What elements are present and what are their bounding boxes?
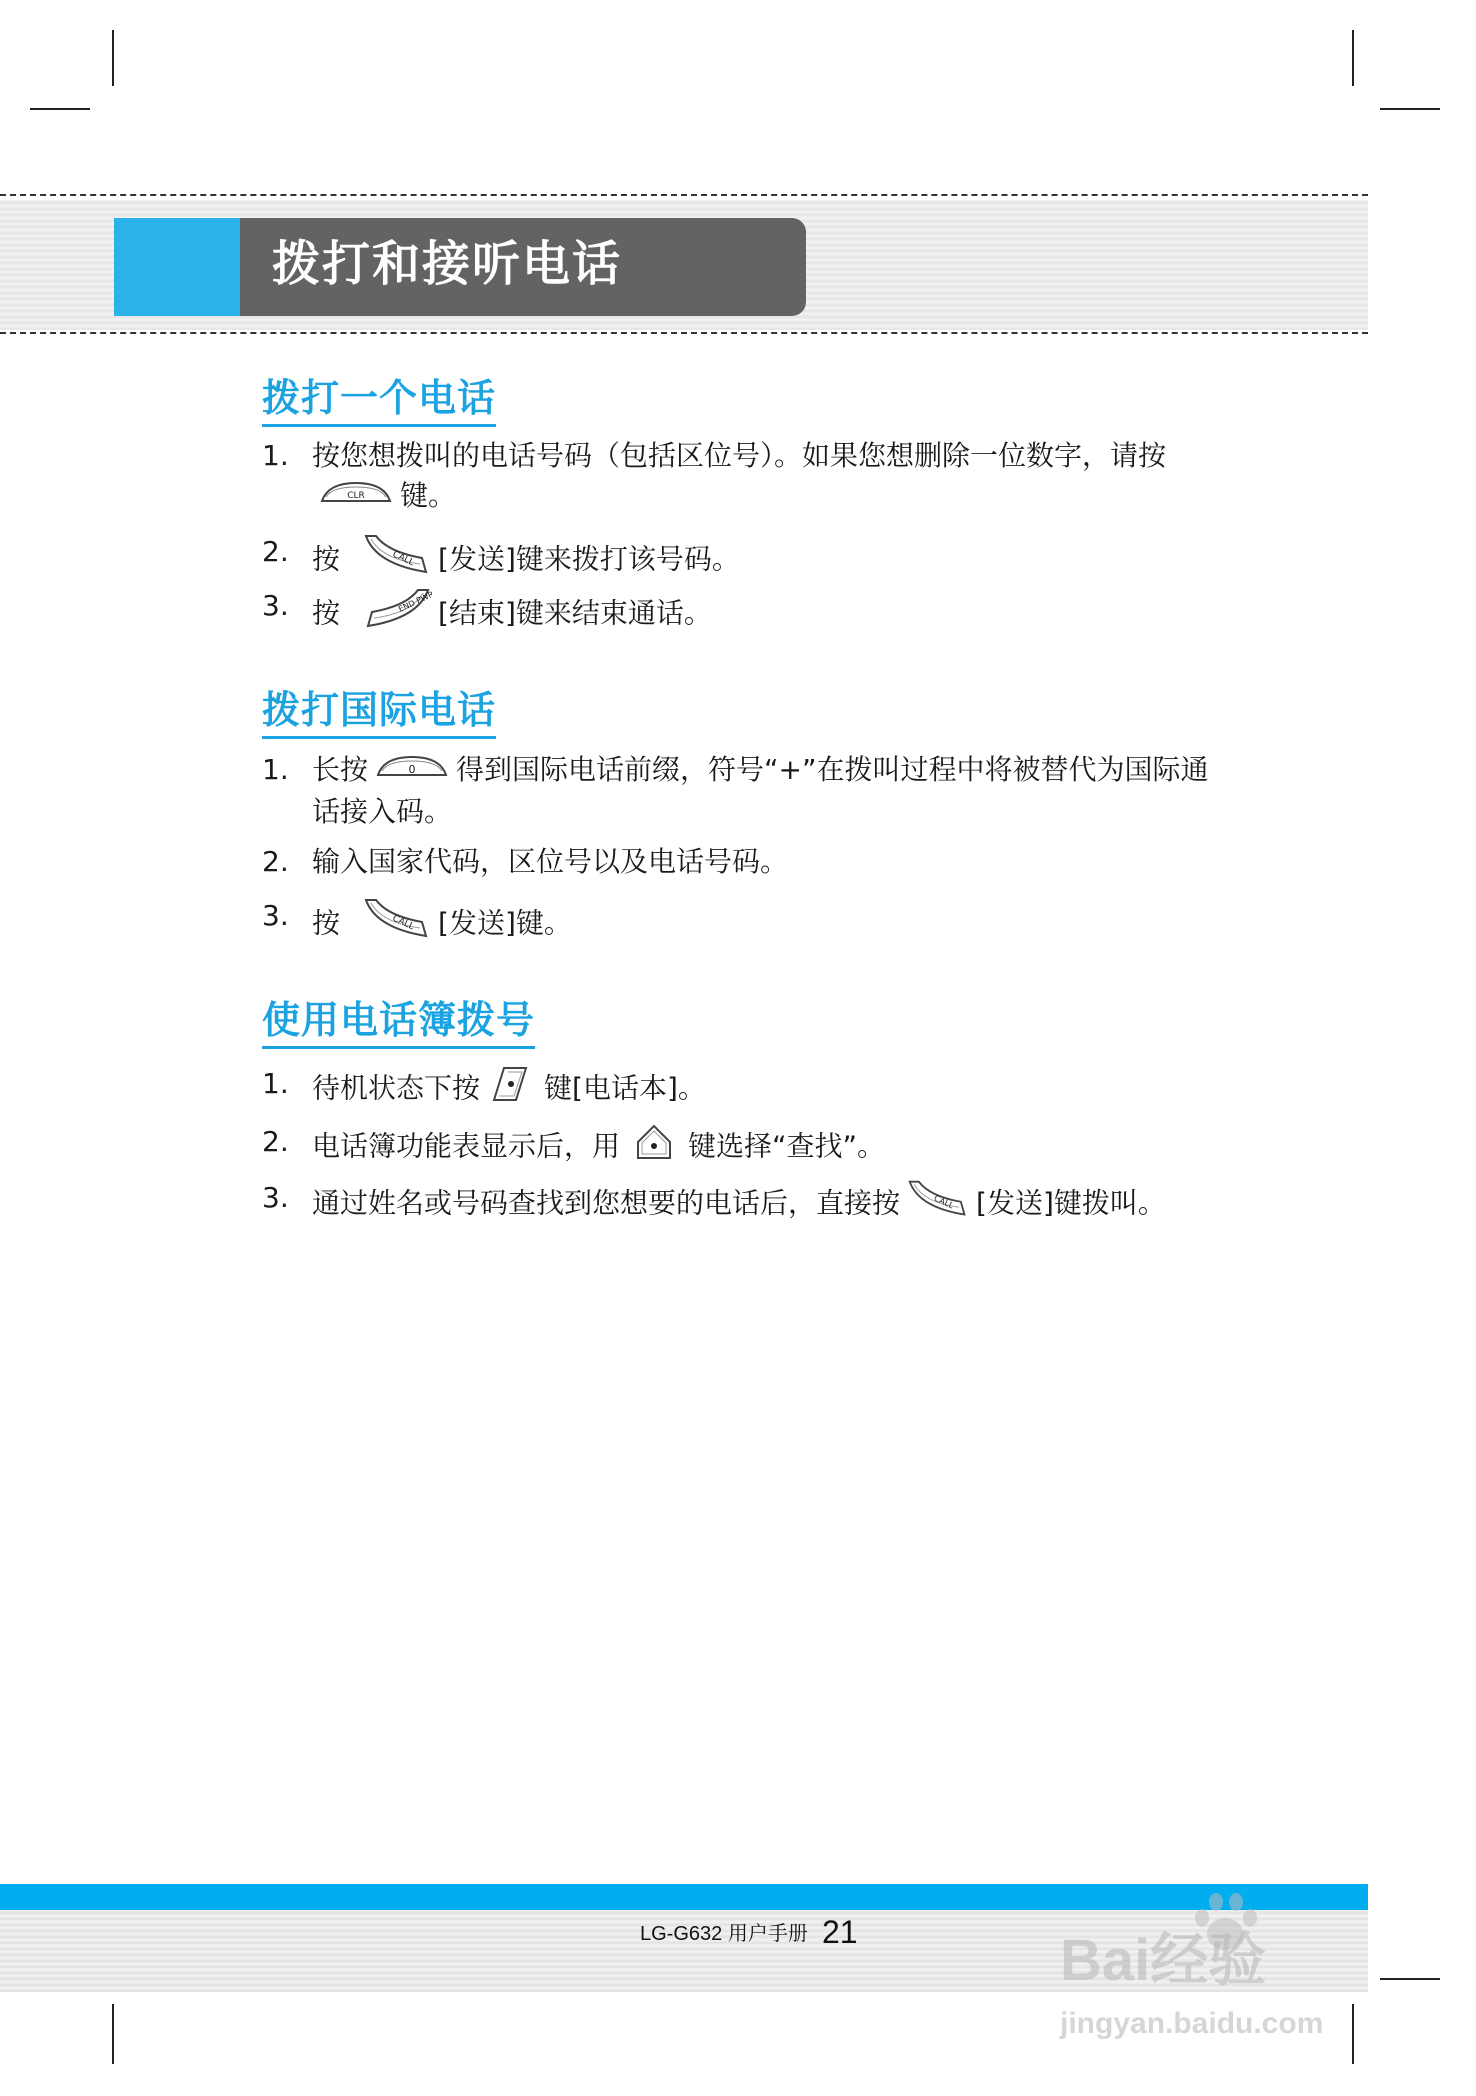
list-item: 2. 电话簿功能表显示后，用 键选择“查找”。: [262, 1122, 1222, 1173]
header-dashed-line: [0, 332, 1368, 334]
crop-mark: [112, 2004, 114, 2064]
navigation-key-icon: [634, 1122, 674, 1173]
call-key-icon: [906, 1178, 970, 1231]
page-number: 21: [822, 1914, 858, 1950]
svg-text:CALL: CALL: [932, 1192, 956, 1211]
header-dashed-line: [0, 194, 1368, 196]
crop-mark: [1352, 30, 1354, 86]
section-title: 拨打一个电话: [262, 374, 496, 427]
svg-text:0: 0: [408, 762, 416, 776]
svg-text:END PWR: END PWR: [397, 589, 433, 614]
clr-key-icon: [318, 477, 394, 518]
phonebook-key-icon: [490, 1064, 530, 1115]
end-key-icon: [362, 586, 432, 643]
list-item: 2. 输入国家代码，区位号以及电话号码。: [262, 845, 789, 878]
list-item: 3. 按 END PWR [结束]键来结束通话。: [262, 586, 1222, 643]
call-key-icon: [362, 532, 432, 589]
crop-mark: [30, 108, 90, 110]
crop-mark: [1380, 1978, 1440, 1980]
list-item: 3. 通过姓名或号码查找到您想要的电话后，直接按 CALL [发送]键拨叫。: [262, 1178, 1222, 1231]
watermark-brand: Bai经验: [1060, 1928, 1267, 1993]
section-title: 使用电话簿拨号: [262, 996, 535, 1049]
call-key-icon: [362, 896, 432, 953]
zero-key-icon: [374, 751, 450, 792]
watermark-url: jingyan.baidu.com: [1060, 2007, 1324, 2040]
page-title: 拨打和接听电话: [272, 236, 623, 292]
crop-mark: [112, 30, 114, 86]
header-accent-block: [114, 218, 240, 316]
list-item: 1. 长按 0 得到国际电话前缀，符号“+”在拨叫过程中将被替代为国际通话接入码。: [262, 750, 1222, 832]
footer-bar: [0, 1884, 1368, 1910]
svg-text:CLR: CLR: [347, 490, 365, 501]
list-item: 3. 按 CALL [发送]键。: [262, 896, 1222, 953]
crop-mark: [1380, 108, 1440, 110]
list-item: 2. 按 CALL [发送]键来拨打该号码。: [262, 532, 1222, 589]
crop-mark: [1352, 2004, 1354, 2064]
svg-text:CALL: CALL: [390, 549, 416, 569]
footer-model: LG-G632 用户手册: [640, 1923, 808, 1945]
list-item: 1. 按您想拨叫的电话号码（包括区位号）。如果您想删除一位数字，请按 CLR 键。: [262, 436, 1222, 518]
svg-text:CALL: CALL: [390, 913, 416, 933]
section-title: 拨打国际电话: [262, 686, 496, 739]
list-item: 1. 待机状态下按 键[电话本]。: [262, 1064, 1222, 1115]
